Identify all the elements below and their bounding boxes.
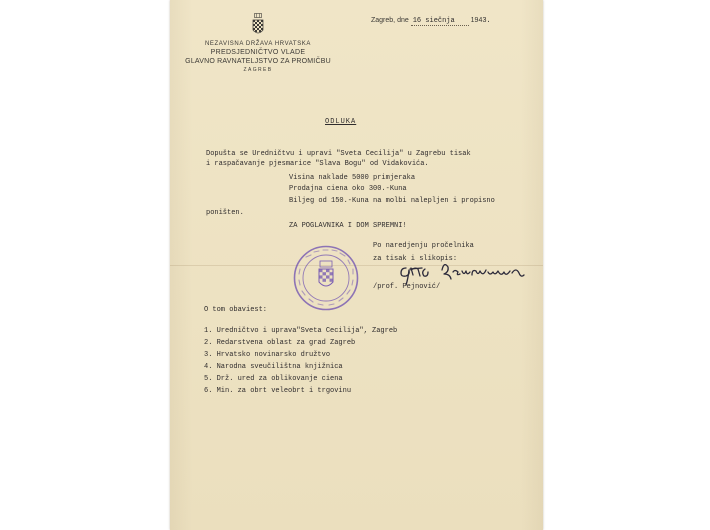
letterhead-city: ZAGREB xyxy=(243,67,273,73)
official-stamp xyxy=(292,244,360,312)
date-day-month: 16 siečnja xyxy=(411,17,469,26)
notice-heading: O tom obaviest: xyxy=(204,306,268,314)
condition-line: Biljeg od 150.-Kuna na molbi nalepljen i propisno xyxy=(289,197,495,205)
recipient-line: 1. Uredničtvo i uprava"Sveta Cecilija", Zagreb xyxy=(204,327,398,335)
recipient-line: 3. Hrvatsko novinarsko družtvo xyxy=(204,351,331,359)
salutation: ZA POGLAVNIKA I DOM SPREMNI! xyxy=(289,222,407,230)
date-year-prefix: 194 xyxy=(470,17,483,24)
document-page xyxy=(170,0,543,530)
letterhead xyxy=(176,40,340,74)
recipient-line: 5. Drž. ured za oblikovanje ciena xyxy=(204,375,343,383)
coat-of-arms-icon xyxy=(251,13,265,37)
dateline xyxy=(371,17,491,26)
date-city-label: Zagreb, dne xyxy=(371,17,409,24)
body-line: Dopušta se Uredničtvu i upravi "Sveta Cecilija" u Zagrebu tisak xyxy=(206,150,471,158)
letterhead-directorate: GLAVNO RAVNATELJSTVO ZA PROMIČBU xyxy=(185,58,331,65)
document-title: ODLUKA xyxy=(325,118,357,126)
condition-line: Visina naklade 5000 primjeraka xyxy=(289,174,416,182)
signatory-line: za tisak i slikopis: xyxy=(373,255,458,263)
condition-tail: poništen. xyxy=(206,209,244,217)
recipient-line: 6. Min. za obrt veleobrt i trgovinu xyxy=(204,387,352,395)
body-line: i raspačavanje pjesmarice "Slava Bogu" od Vidakovića. xyxy=(206,160,429,168)
recipient-line: 4. Narodna sveučilištna knjižnica xyxy=(204,363,343,371)
condition-line: Prodajna ciena oko 300.-Kuna xyxy=(289,185,407,193)
date-year-suffix: 3. xyxy=(482,17,491,25)
letterhead-state: NEZAVISNA DRŽAVA HRVATSKA xyxy=(204,41,312,47)
letterhead-office: PREDSJEDNIČTVO VLADE xyxy=(210,49,306,56)
recipient-line: 2. Redarstvena oblast za grad Zagreb xyxy=(204,339,356,347)
signatory-name: /prof. Pejnović/ xyxy=(373,283,441,291)
signatory-line: Po naredjenju pročelnika xyxy=(373,242,474,250)
